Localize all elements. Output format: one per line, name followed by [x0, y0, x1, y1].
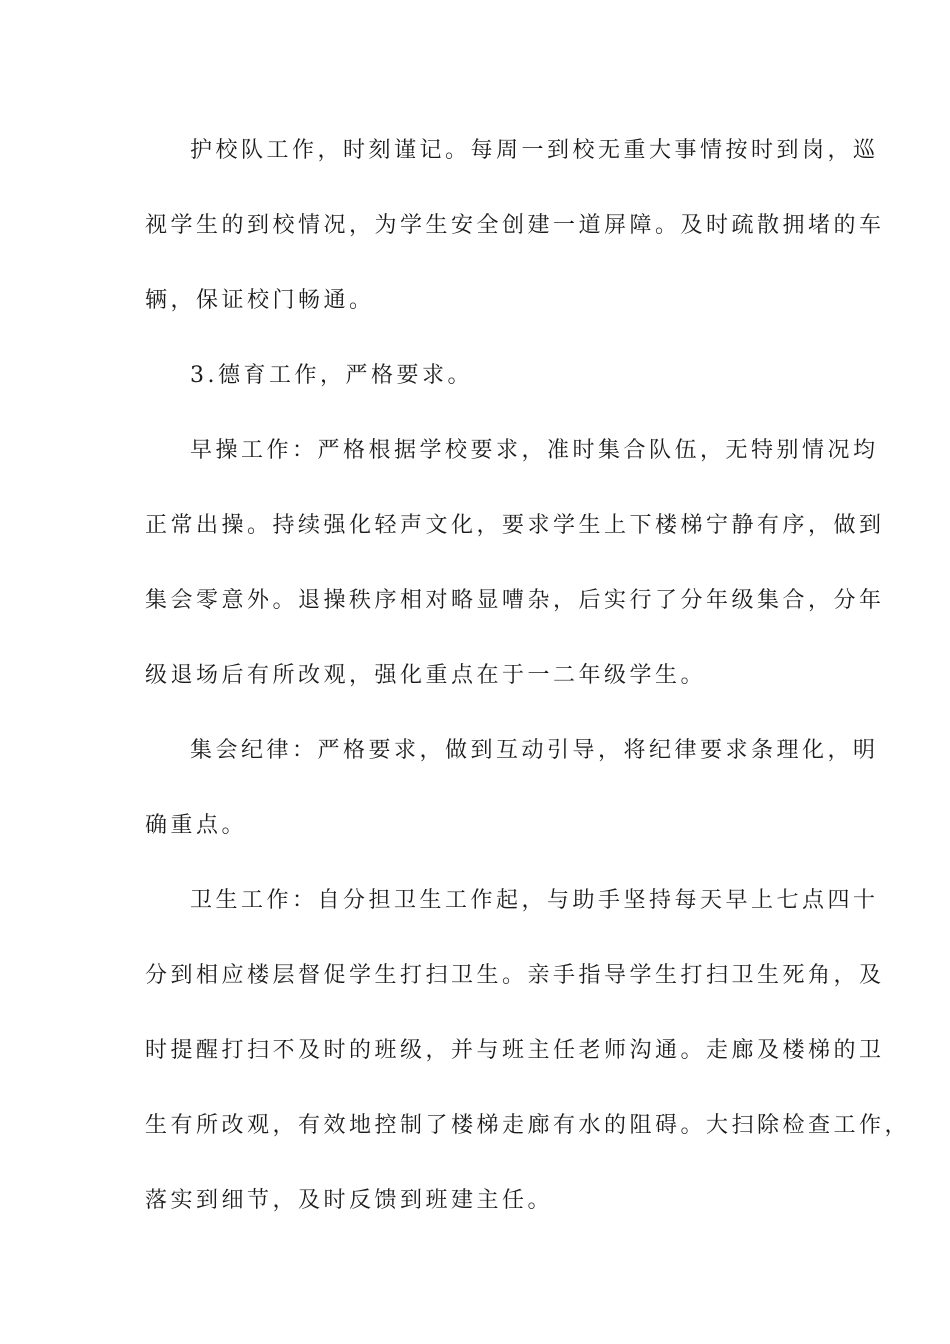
paragraph-line: 集会零意外。退操秩序相对略显嘈杂，后实行了分年级集合，分年 [145, 588, 885, 613]
section-heading: 3.德育工作，严格要求。 [190, 363, 473, 388]
paragraph-line: 护校队工作，时刻谨记。每周一到校无重大事情按时到岗，巡 [190, 138, 879, 163]
paragraph-line: 卫生工作：自分担卫生工作起，与助手坚持每天早上七点四十 [190, 888, 879, 913]
paragraph-line: 早操工作：严格根据学校要求，准时集合队伍，无特别情况均 [190, 438, 879, 463]
paragraph-line: 辆，保证校门畅通。 [145, 288, 375, 313]
paragraph-line: 分到相应楼层督促学生打扫卫生。亲手指导学生打扫卫生死角，及 [145, 963, 885, 988]
paragraph-line: 时提醒打扫不及时的班级，并与班主任老师沟通。走廊及楼梯的卫 [145, 1038, 885, 1063]
paragraph-line: 集会纪律：严格要求，做到互动引导，将纪律要求条理化，明 [190, 738, 879, 763]
paragraph-line: 级退场后有所改观，强化重点在于一二年级学生。 [145, 663, 707, 688]
paragraph-line: 视学生的到校情况，为学生安全创建一道屏障。及时疏散拥堵的车 [145, 213, 885, 238]
paragraph-line: 正常出操。持续强化轻声文化，要求学生上下楼梯宁静有序，做到 [145, 513, 885, 538]
paragraph-line: 确重点。 [145, 813, 248, 838]
paragraph-line: 生有所改观，有效地控制了楼梯走廊有水的阻碍。大扫除检查工作， [145, 1113, 911, 1138]
paragraph-line: 落实到细节，及时反馈到班建主任。 [145, 1188, 554, 1213]
